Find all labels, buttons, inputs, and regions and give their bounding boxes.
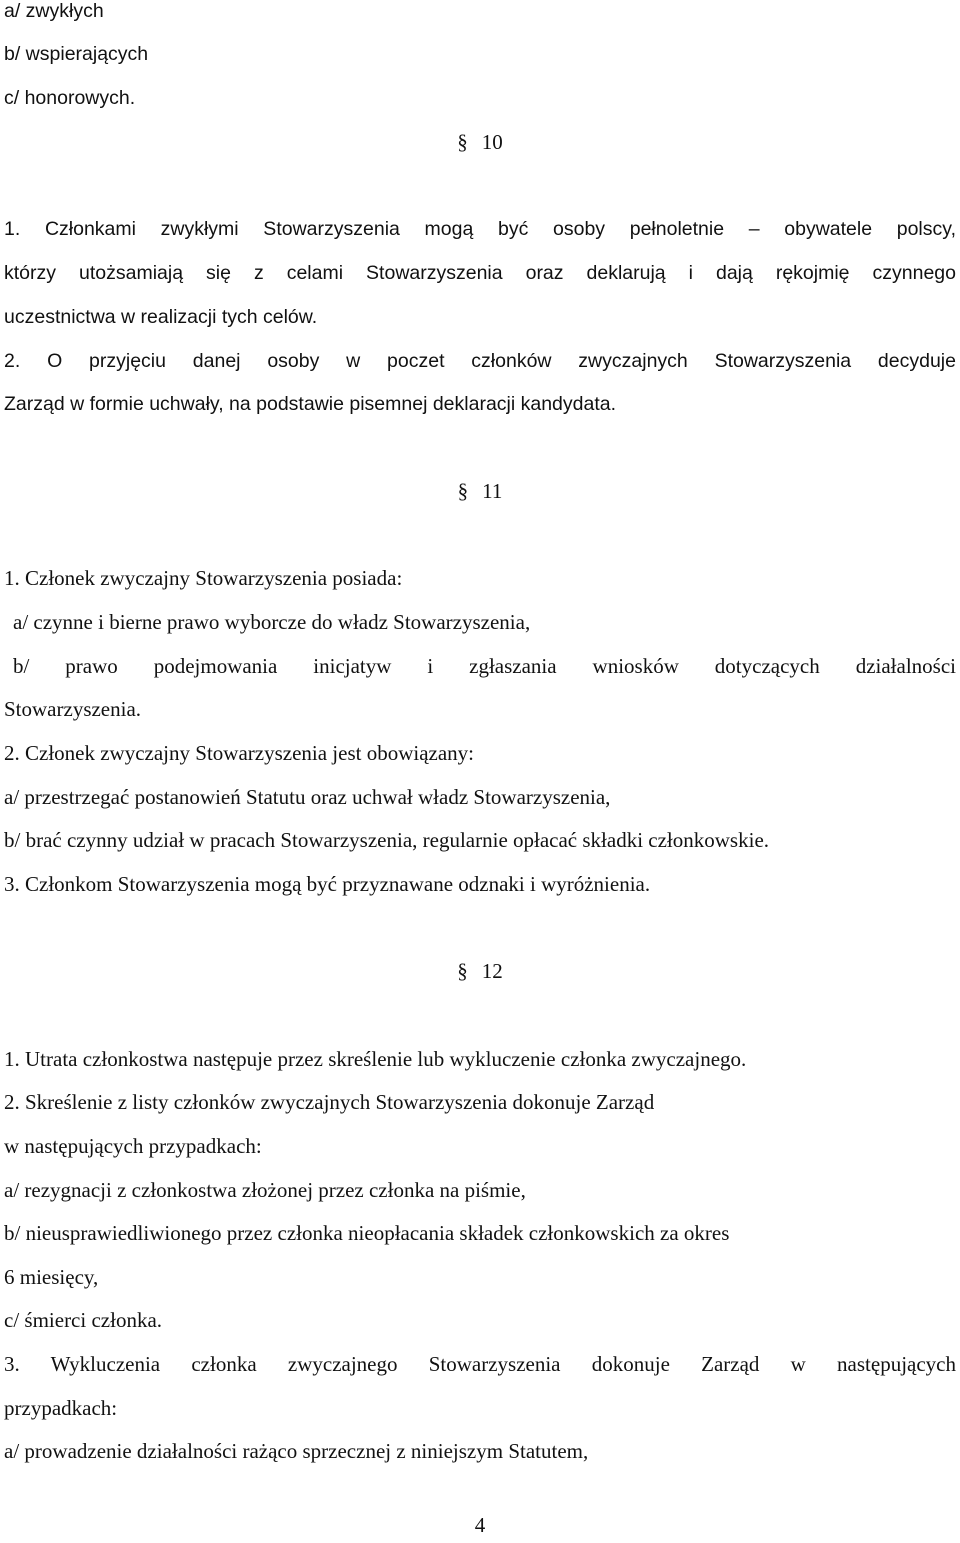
s10-p1-line3: uczestnictwa w realizacji tych celów. xyxy=(4,306,318,328)
section-heading-12 xyxy=(0,959,960,983)
s11-p1-b-line2: Stowarzyszenia. xyxy=(4,697,142,721)
section-number: 10 xyxy=(481,130,503,154)
s12-p2-b-line2: 6 miesięcy, xyxy=(4,1265,99,1289)
s11-p2-b: b/ brać czynny udział w pracach Stowarzyszenia, regularnie opłacać składki członkowskie. xyxy=(4,828,770,852)
section-sign: § xyxy=(457,130,468,154)
s10-p2-line1: 2. O przyjęciu danej osoby w poczet członków zwyczajnych Stowarzyszenia decyduje xyxy=(4,350,956,372)
list-item-b: b/ wspierających xyxy=(4,43,149,65)
section-number: 12 xyxy=(481,959,503,983)
s11-p2-a: a/ przestrzegać postanowień Statutu oraz uchwał władz Stowarzyszenia, xyxy=(4,785,611,809)
s12-p1: 1. Utrata członkostwa następuje przez skreślenie lub wykluczenie członka zwyczajnego. xyxy=(4,1047,747,1071)
list-item-a: a/ zwykłych xyxy=(4,0,104,22)
s12-p2-a: a/ rezygnacji z członkostwa złożonej przez członka na piśmie, xyxy=(4,1178,526,1202)
page-number: 4 xyxy=(474,1513,486,1537)
s10-p1-line2: którzy utożsamiają się z celami Stowarzyszenia oraz deklarują i dają rękojmię czynnego xyxy=(4,262,956,284)
s12-p2-line1: 2. Skreślenie z listy członków zwyczajnych Stowarzyszenia dokonuje Zarząd xyxy=(4,1090,655,1114)
s12-p3-line1: 3. Wykluczenia członka zwyczajnego Stowarzyszenia dokonuje Zarząd w następujących xyxy=(4,1352,956,1376)
section-number: 11 xyxy=(482,479,503,503)
s10-p2-line2: Zarząd w formie uchwały, na podstawie pisemnej deklaracji kandydata. xyxy=(4,393,617,415)
section-heading-10 xyxy=(0,130,960,154)
s12-p2-b-line1: b/ nieusprawiedliwionego przez członka nieopłacania składek członkowskich za okres xyxy=(4,1221,730,1245)
s12-p2-c: c/ śmierci członka. xyxy=(4,1308,163,1332)
s11-p1: 1. Członek zwyczajny Stowarzyszenia posiada: xyxy=(4,566,403,590)
s11-p2: 2. Członek zwyczajny Stowarzyszenia jest obowiązany: xyxy=(4,741,475,765)
s11-p1-b-line1: b/ prawo podejmowania inicjatyw i zgłaszania wniosków dotyczących działalności xyxy=(13,654,956,678)
list-item-c: c/ honorowych. xyxy=(4,87,136,109)
s11-p3: 3. Członkom Stowarzyszenia mogą być przyznawane odznaki i wyróżnienia. xyxy=(4,872,651,896)
s12-p2-line2: w następujących przypadkach: xyxy=(4,1134,262,1158)
section-sign: § xyxy=(457,959,468,983)
section-heading-11 xyxy=(0,479,960,503)
section-sign: § xyxy=(457,479,469,503)
s12-p3-line2: przypadkach: xyxy=(4,1396,118,1420)
s10-p1-line1: 1. Członkami zwykłymi Stowarzyszenia mogą być osoby pełnoletnie – obywatele polscy, xyxy=(4,218,956,240)
s11-p1-a: a/ czynne i bierne prawo wyborcze do władz Stowarzyszenia, xyxy=(13,610,531,634)
s12-p3-a: a/ prowadzenie działalności rażąco sprzecznej z niniejszym Statutem, xyxy=(4,1439,589,1463)
